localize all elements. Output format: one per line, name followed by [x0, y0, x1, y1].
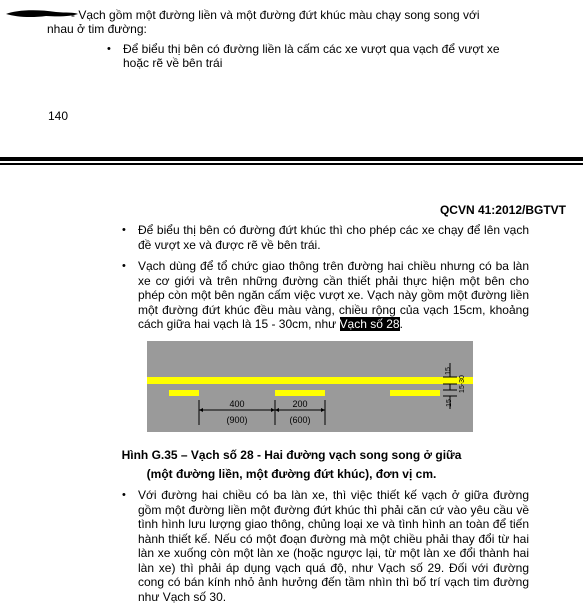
- bullet-text: Với đường hai chiều có ba làn xe, thì việc thiết kế vạch ở giữa đường gồm một đường liền một đường đứt khúc thì phải căn cứ vào yêu cầu về tình hình lưu lượng giao thông, chủng loại xe và tình hình an toàn để tiến hành thiết kế. Nếu có một đoạn đường mà một chiều phải thay đổi từ hai làn xe xuống còn một làn xe (hoặc ngược lại, từ một làn xe đổi thành hai làn xe) thì phải áp dụng vạch quá độ, như Vạch số 29. Đối với đường cong có bán kính nhỏ ảnh hưởng đến tầm nhìn thì bố trí vạch tim đường như Vạch số 30.: [138, 488, 529, 604]
- road-marking-figure: [147, 341, 473, 432]
- dashed-line-segment: [275, 390, 325, 396]
- dimension-label: (600): [289, 415, 311, 425]
- ink-blot: [6, 9, 78, 18]
- dimension-label: 200: [292, 399, 308, 409]
- figure-caption: Hình G.35 – Vạch số 28 - Hai đường vạch song song ở giữa: [121, 448, 462, 462]
- highlighted-text: Vạch số 28: [339, 317, 400, 331]
- solid-center-line: [147, 377, 473, 384]
- bullet-icon: •: [122, 489, 126, 501]
- bullet-icon: •: [107, 43, 111, 55]
- page-break-rule: [0, 157, 583, 161]
- bullet-text: Để biểu thị bên có đường liền là cấm các xe vượt qua vạch để vượt xe: [123, 42, 500, 56]
- bullet-text: Để biểu thị bên có đường đứt khúc thì cho phép các xe chạy để lên vạch đề vượt xe và được rẽ về bên trái.: [138, 223, 529, 252]
- figure-caption: (một đường liền, một đường đứt khúc), đơn vị cm.: [146, 467, 437, 481]
- dashed-line-segment: [169, 390, 199, 396]
- paragraph-line: - Vạch gồm một đường liền và một đường đứt khúc màu chạy song song với: [71, 8, 480, 22]
- page-header: QCVN 41:2012/BGTVT: [439, 203, 566, 217]
- paragraph-line: nhau ở tim đường:: [47, 22, 147, 36]
- bullet-text-end: .: [399, 317, 403, 331]
- dimension-label: 15: [445, 367, 452, 375]
- dimension-label: (900): [226, 415, 248, 425]
- page-break-rule: [0, 163, 583, 165]
- bullet-text: [138, 259, 529, 332]
- dashed-line-segment: [390, 390, 440, 396]
- dimension-label: 15-30: [459, 375, 466, 393]
- page-number: 140: [48, 109, 69, 123]
- bullet-text-continuation: hoặc rẽ về bên trái: [123, 56, 223, 70]
- bullet-icon: •: [122, 224, 126, 236]
- dimension-label: 15: [446, 399, 453, 407]
- dimension-label: 400: [229, 399, 245, 409]
- bullet-icon: •: [122, 260, 126, 272]
- bullet-text-body: Vạch dùng để tổ chức giao thông trên đường hai chiều nhưng có ba làn xe cơ giới và trên những đường cần thiết phải thực hiện một bên cho phép còn một bên ngăn cấm việc vượt xe. Vạch này gồm một đường liền một đường đứt khúc đều màu vàng, chiều rộng của vạch 15cm, khoảng cách giữa hai vạch là 15 - 30cm, như: [138, 259, 529, 331]
